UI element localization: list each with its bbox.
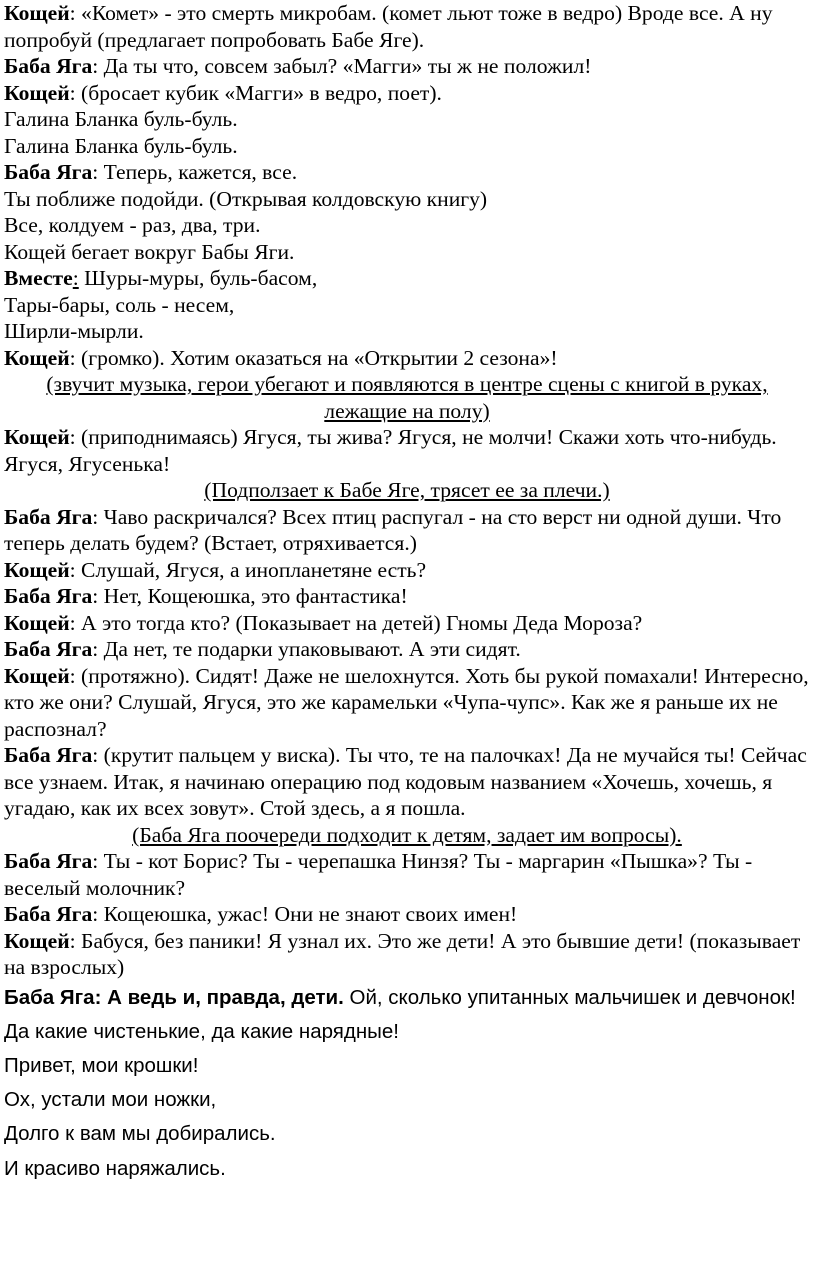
speaker: Кощей — [4, 425, 70, 449]
line-text: (протяжно). Сидят! Даже не шелохнутся. Хоть бы рукой помахали! Интересно, кто же они? Слушай, Ягуся, это же карамельки «Чупа-чупс». Как же я раньше их не распознал? — [4, 663, 809, 741]
line-text: Ты - кот Борис? Ты - черепашка Нинзя? Ты - маргарин «Пышка»? Ты - веселый молочник? — [4, 849, 753, 900]
line-text: (крутит пальцем у виска). Ты что, те на палочках! Да не мучайся ты! Сейчас все узнаем. Итак, я начинаю операцию под кодовым названием «Хочешь, хочешь, я угадаю, как их всех зовут». Стой здесь, а я пошла. — [4, 743, 807, 820]
line-8: Все, колдуем - раз, два, три. — [4, 213, 261, 237]
line-text: Чаво раскричался? Всех птиц распугал - на сто верст ни одной души. Что теперь делать будем? (Встает, отряхивается.) — [4, 504, 782, 555]
speaker: Кощей — [4, 557, 70, 582]
speaker: Баба Яга — [4, 743, 93, 767]
line-12: Ширли-мырли. — [4, 319, 144, 343]
line-18: Кощей: Слушай, Ягуся, а инопланетяне есть? — [4, 557, 427, 582]
speaker: Баба Яга — [4, 160, 93, 184]
line-7: Ты поближе подойди. (Открывая колдовскую книгу) — [4, 186, 488, 211]
line-13: Кощей: (громко). Хотим оказаться на «Открытии 2 сезона»! — [4, 345, 558, 370]
line-15: Кощей: (приподнимаясь) Ягуся, ты жива? Ягуся, не молчи! Скажи хоть что-нибудь. Ягуся, Ягусенька! — [4, 425, 777, 476]
speaker: Баба Яга — [4, 584, 93, 608]
speaker: Баба Яга — [4, 902, 93, 926]
stage-direction-1: (звучит музыка, герои убегают и появляются в центре сцены с книгой в руках, лежащие на полу) — [46, 372, 768, 423]
line-11: Тары-бары, соль - несем, — [4, 292, 235, 317]
verse-3: Долго к вам мы добирались. — [4, 1122, 276, 1146]
speaker: Кощей — [4, 610, 70, 635]
line-text: Бабуся, без паники! Я узнал их. Это же дети! А это бывшие дети! (показывает на взрослых) — [4, 928, 801, 979]
line-9: Кощей бегает вокруг Бабы Яги. — [4, 239, 295, 264]
speaker: Кощей — [4, 80, 70, 105]
line-text: А это тогда кто? (Показывает на детей) Гномы Деда Мороза? — [81, 610, 643, 635]
line-22: Кощей: (протяжно). Сидят! Даже не шелохнутся. Хоть бы рукой помахали! Интересно, кто же они? Слушай, Ягуся, это же карамельки «Чупа-чупс». Как же я раньше их не распознал? — [4, 663, 809, 741]
line-19: Баба Яга: Нет, Кощеюшка, это фантастика! — [4, 584, 408, 608]
speaker: Баба Яга — [4, 637, 93, 661]
line-text: «Комет» - это смерть микробам. (комет льют тоже в ведро) Вроде все. А ну попробуй (предлагает попробовать Бабе Яге). — [4, 1, 773, 52]
speaker: Вместе — [4, 266, 73, 290]
speaker: Баба Яга — [4, 849, 93, 873]
verse-2: Ох, устали мои ножки, — [4, 1088, 217, 1112]
stage-direction-2: (Подползает к Бабе Яге, трясет ее за плечи.) — [204, 478, 610, 502]
speaker: Баба Яга: А ведь и, правда, дети. — [4, 985, 344, 1009]
line-25: Баба Яга: Ты - кот Борис? Ты - черепашка Нинзя? Ты - маргарин «Пышка»? Ты - веселый молочник? — [4, 849, 753, 900]
line-text: Шуры-муры, буль-басом, — [78, 266, 318, 290]
line-6: Баба Яга: Теперь, кажется, все. — [4, 160, 298, 184]
speaker: Кощей — [4, 928, 70, 953]
line-26: Баба Яга: Кощеюшка, ужас! Они не знают своих имен! — [4, 902, 518, 926]
final-line — [4, 981, 810, 1049]
stage-direction-3: (Баба Яга поочереди подходит к детям, задает им вопросы). — [132, 822, 682, 847]
verse-1: Привет, мои крошки! — [4, 1053, 199, 1077]
line-text: Да нет, те подарки упаковывают. А эти сидят. — [103, 637, 521, 661]
line-text: (бросает кубик «Магги» в ведро, поет). — [81, 80, 442, 105]
line-1: Кощей: «Комет» - это смерть микробам. (комет льют тоже в ведро) Вроде все. А ну попробуй (предлагает попробовать Бабе Яге). — [4, 1, 773, 52]
speaker: Кощей — [4, 345, 70, 370]
line-3: Кощей: (бросает кубик «Магги» в ведро, поет). — [4, 80, 442, 105]
line-text: Теперь, кажется, все. — [103, 160, 298, 184]
speaker: Кощей — [4, 663, 70, 688]
line-text: Нет, Кощеюшка, это фантастика! — [103, 584, 408, 608]
speaker: Кощей — [4, 1, 70, 25]
speaker: Баба Яга — [4, 54, 93, 78]
line-5: Галина Бланка буль-буль. — [4, 133, 238, 158]
verse-4: И красиво наряжались. — [4, 1156, 226, 1180]
line-27: Кощей: Бабуся, без паники! Я узнал их. Это же дети! А это бывшие дети! (показывает на взрослых) — [4, 928, 801, 979]
speaker: Баба Яга — [4, 504, 93, 529]
line-10: Вместе: Шуры-муры, буль-басом, — [4, 266, 318, 290]
line-17: Баба Яга: Чаво раскричался? Всех птиц распугал - на сто верст ни одной души. Что теперь делать будем? (Встает, отряхивается.) — [4, 504, 782, 555]
line-text: Да ты что, совсем забыл? «Магги» ты ж не положил! — [103, 54, 592, 78]
line-text: Слушай, Ягуся, а инопланетяне есть? — [81, 557, 427, 582]
line-21: Баба Яга: Да нет, те подарки упаковывают. А эти сидят. — [4, 637, 521, 661]
line-23: Баба Яга: (крутит пальцем у виска). Ты что, те на палочках! Да не мучайся ты! Сейчас все узнаем. Итак, я начинаю операцию под кодовым названием «Хочешь, хочешь, я угадаю, как их всех зовут». Стой здесь, а я пошла. — [4, 743, 807, 820]
line-text: (приподнимаясь) Ягуся, ты жива? Ягуся, не молчи! Скажи хоть что-нибудь. Ягуся, Ягусенька! — [4, 425, 777, 476]
line-4: Галина Бланка буль-буль. — [4, 107, 238, 131]
line-2: Баба Яга: Да ты что, совсем забыл? «Магги» ты ж не положил! — [4, 54, 592, 78]
line-text: Ой, сколько упитанных мальчишек и девчонок! Да какие чистенькие, да какие нарядные! — [4, 985, 796, 1043]
line-20: Кощей: А это тогда кто? (Показывает на детей) Гномы Деда Мороза? — [4, 610, 643, 635]
line-text: (громко). Хотим оказаться на «Открытии 2 сезона»! — [81, 345, 558, 370]
line-text: Кощеюшка, ужас! Они не знают своих имен! — [103, 902, 518, 926]
